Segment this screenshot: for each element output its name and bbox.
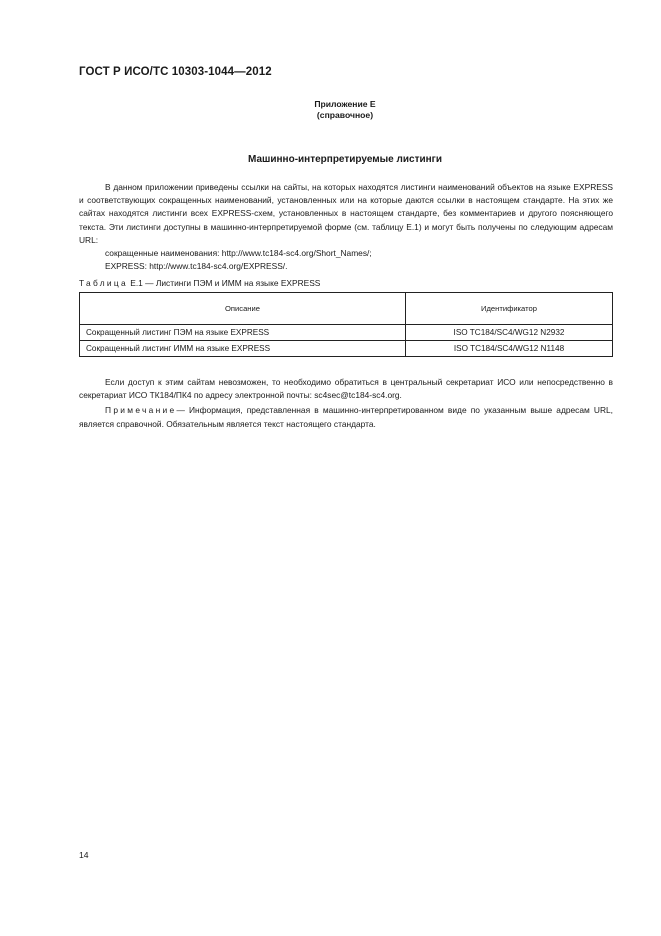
table-cell-identifier: ISO TC184/SC4/WG12 N1148: [406, 341, 613, 357]
table-header-row: [80, 293, 613, 325]
url-short-names: сокращенные наименования: http://www.tc184-sc4.org/Short_Names/;: [105, 248, 372, 259]
document-code: ГОСТ Р ИСО/ТС 10303-1044—2012: [79, 66, 272, 78]
table-row: [80, 325, 613, 341]
table-cell-description: Сокращенный листинг ПЭМ на языке EXPRESS: [80, 325, 406, 341]
table-cell-description: Сокращенный листинг ИММ на языке EXPRESS: [80, 341, 406, 357]
annex-title: Машинно-интерпретируемые листинги: [248, 154, 442, 165]
listings-table: [79, 292, 613, 357]
page-number: 14: [79, 850, 89, 860]
annex-label: Приложение Е: [314, 99, 376, 109]
note-text: — Информация, представленная в машинно-интерпретированном виде по указанным выше адресам URL, является справочной. Обязательным является текст настоящего стандарта.: [79, 405, 613, 429]
access-paragraph: Если доступ к этим сайтам невозможен, то необходимо обратиться в центральный секретариат ИСО или непосредственно в секретариат ИСО ТК184/ПК4 по адресу электронной почты: sc4sec@tc184-sc4.org.: [79, 377, 613, 401]
table-caption-text: Е.1 — Листинги ПЭМ и ИММ на языке EXPRESS: [130, 278, 321, 288]
intro-paragraph: В данном приложении приведены ссылки на сайты, на которых находятся листинги наименований объектов на языке EXPRESS и соответствующих сокращенных наименований, установленных или на которые даются ссылки в настоящем стандарте. На этих же сайтах находятся листинги всех EXPRESS-схем, установленных в настоящем стандарте, без комментариев и другого поясняющего текста. Эти листинги доступны в машинно-интерпретируемой форме (см. таблицу Е.1) и могут быть получены по следующим адресам URL:: [79, 182, 613, 245]
column-header-identifier: Идентификатор: [406, 293, 613, 325]
table-cell-identifier: ISO TC184/SC4/WG12 N2932: [406, 325, 613, 341]
url-express: EXPRESS: http://www.tc184-sc4.org/EXPRESS/.: [105, 261, 288, 272]
annex-heading: [0, 99, 661, 121]
note-paragraph: [79, 404, 613, 430]
table-caption: [79, 278, 320, 288]
table-row: [80, 341, 613, 357]
intro-section: [79, 181, 613, 273]
annex-note: (справочное): [316, 110, 374, 120]
column-header-description: Описание: [80, 293, 406, 325]
table-caption-label: Таблица: [79, 278, 128, 288]
after-table-section: [79, 376, 613, 433]
note-label: Примечание: [105, 405, 177, 416]
